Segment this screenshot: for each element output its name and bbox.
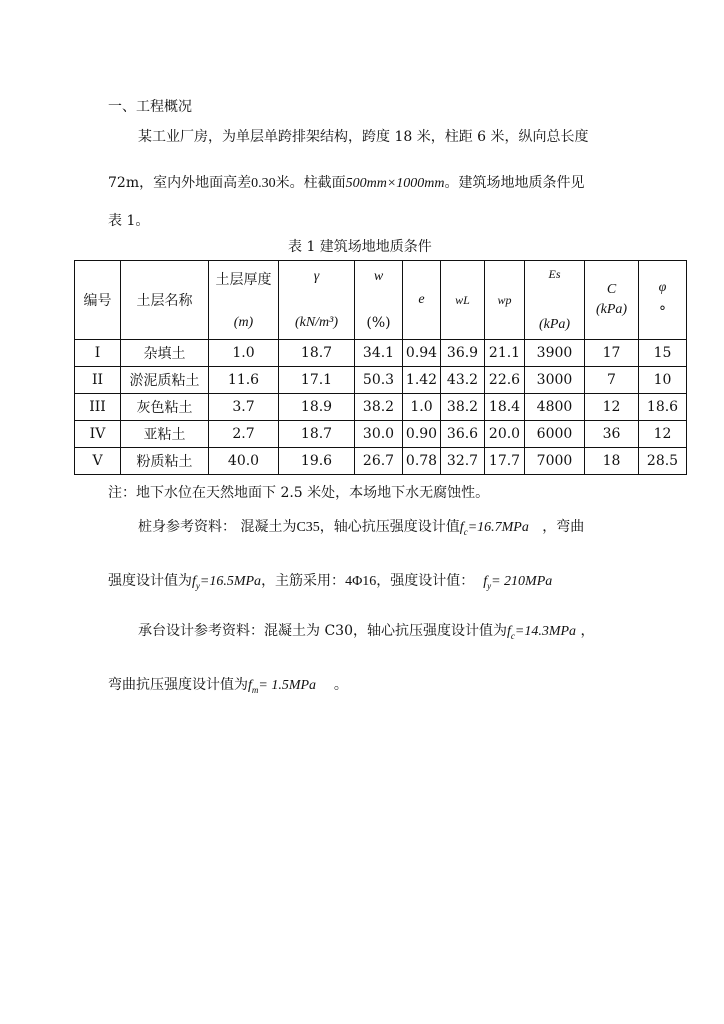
cell-w: 30.0	[355, 421, 403, 448]
cell-name: 粉质粘土	[121, 448, 209, 475]
header-wp: wp	[485, 261, 525, 340]
cell-wp: 18.4	[485, 394, 525, 421]
cap-line-2	[108, 676, 348, 695]
cell-id: V	[75, 448, 121, 475]
pile-fc-symbol: f	[459, 520, 464, 535]
header-es	[525, 261, 585, 340]
cell-phi: 28.5	[639, 448, 687, 475]
cap-text-c: 弯曲抗压强度设计值为	[108, 677, 248, 693]
cap-text-a: 承台设计参考资料：混凝土为 C30，轴心抗压强度设计值为	[138, 623, 507, 639]
cell-es: 3000	[525, 367, 585, 394]
table-row	[75, 394, 687, 421]
header-gamma-symbol: γ	[313, 269, 320, 284]
header-es-symbol: Es	[548, 267, 561, 281]
cell-name: 亚粘土	[121, 421, 209, 448]
header-e: e	[403, 261, 441, 340]
table-header-row	[75, 261, 687, 340]
pile-fy2-symbol: f	[483, 574, 488, 589]
cell-thickness: 2.7	[209, 421, 279, 448]
cell-id: III	[75, 394, 121, 421]
cell-es: 3900	[525, 340, 585, 367]
header-c-unit: (kPa)	[595, 302, 628, 317]
table-row	[75, 448, 687, 475]
cell-gamma: 19.6	[279, 448, 355, 475]
cap-text-d: 。	[333, 677, 348, 693]
header-gamma	[279, 261, 355, 340]
cell-w: 26.7	[355, 448, 403, 475]
cell-wl: 43.2	[441, 367, 485, 394]
section-title: 一、工程概况	[108, 99, 192, 115]
header-c-symbol: C	[606, 282, 617, 297]
pile-fy2-subscript: y	[487, 581, 492, 591]
cell-wp: 17.7	[485, 448, 525, 475]
pile-fc-value: =16.7MPa	[467, 520, 529, 535]
cell-c: 18	[585, 448, 639, 475]
intro-line-3: 表 1。	[108, 213, 150, 229]
cell-id: IV	[75, 421, 121, 448]
cell-wl: 36.9	[441, 340, 485, 367]
header-id: 编号	[75, 261, 121, 340]
cell-w: 50.3	[355, 367, 403, 394]
cell-e: 0.78	[403, 448, 441, 475]
pile-fy-symbol: f	[192, 574, 196, 589]
pile-concrete-grade: C35	[296, 520, 320, 535]
intro-line-2	[108, 174, 584, 193]
header-c	[585, 261, 639, 340]
intro-line-1: 某工业厂房，为单层单跨排架结构，跨度 18 米，柱距 6 米，纵向总长度	[138, 129, 589, 145]
header-w-unit: (%)	[366, 315, 391, 331]
intro-text-e: 。建筑场地地质条件见	[444, 175, 585, 191]
cell-wp: 21.1	[485, 340, 525, 367]
header-wl: wL	[441, 261, 485, 340]
cell-gamma: 18.7	[279, 340, 355, 367]
table-caption: 表 1 建筑场地地质条件	[288, 239, 432, 255]
pile-text-b: ，轴心抗压强度设计值	[319, 519, 460, 535]
pile-text-c: ，弯曲	[542, 519, 585, 535]
cell-e: 0.90	[403, 421, 441, 448]
cell-e: 0.94	[403, 340, 441, 367]
table-note: 注：地下水位在天然地面下 2.5 米处，本场地下水无腐蚀性。	[108, 485, 490, 501]
cell-phi: 10	[639, 367, 687, 394]
pile-rebar: 4Φ16	[345, 574, 377, 589]
pile-fy-value: =16.5MPa	[199, 574, 262, 589]
table-row	[75, 340, 687, 367]
pile-text-d: 强度设计值为	[108, 573, 192, 589]
cell-phi: 18.6	[639, 394, 687, 421]
cell-wp: 22.6	[485, 367, 525, 394]
cell-wl: 32.7	[441, 448, 485, 475]
pile-fy2-value: = 210MPa	[491, 574, 553, 589]
cell-name: 灰色粘土	[121, 394, 209, 421]
pile-text-e: ，主筋采用：	[261, 573, 346, 589]
cell-phi: 15	[639, 340, 687, 367]
header-es-unit: (kPa)	[538, 317, 571, 332]
pile-line-1	[138, 518, 584, 537]
pile-fy-subscript: y	[195, 581, 200, 591]
header-w-symbol: w	[373, 269, 384, 284]
geology-table	[74, 260, 687, 475]
header-name: 土层名称	[121, 261, 209, 340]
intro-text-c: 米。柱截面	[275, 175, 346, 191]
header-phi-symbol: φ	[658, 280, 667, 295]
cell-thickness: 3.7	[209, 394, 279, 421]
cap-fc-subscript: c	[510, 631, 515, 641]
cell-id: I	[75, 340, 121, 367]
header-thickness-label: 土层厚度	[215, 272, 272, 288]
column-section-value: 500mm×1000mm	[345, 176, 445, 191]
cap-fm-subscript: m	[251, 685, 259, 695]
cell-wl: 38.2	[441, 394, 485, 421]
cell-gamma: 18.9	[279, 394, 355, 421]
cell-es: 7000	[525, 448, 585, 475]
cell-w: 34.1	[355, 340, 403, 367]
cell-thickness: 1.0	[209, 340, 279, 367]
cap-fm-symbol: f	[248, 678, 252, 693]
cell-gamma: 17.1	[279, 367, 355, 394]
pile-line-2	[108, 572, 552, 591]
cell-name: 杂填土	[121, 340, 209, 367]
cell-e: 1.0	[403, 394, 441, 421]
cell-wl: 36.6	[441, 421, 485, 448]
cell-c: 12	[585, 394, 639, 421]
cap-line-1	[138, 622, 595, 641]
header-thickness-unit: (m)	[233, 315, 254, 330]
cell-w: 38.2	[355, 394, 403, 421]
cell-id: II	[75, 367, 121, 394]
cell-name: 淤泥质粘土	[121, 367, 209, 394]
cell-gamma: 18.7	[279, 421, 355, 448]
table-row	[75, 421, 687, 448]
cell-c: 7	[585, 367, 639, 394]
cell-phi: 12	[639, 421, 687, 448]
pile-fc-subscript: c	[463, 527, 468, 537]
table-row	[75, 367, 687, 394]
header-w	[355, 261, 403, 340]
cap-fc-value: =14.3MPa	[514, 624, 577, 639]
cap-fm-value: = 1.5MPa	[258, 678, 317, 693]
cell-e: 1.42	[403, 367, 441, 394]
header-phi-unit: °	[659, 304, 666, 320]
header-gamma-unit: (kN/m³)	[294, 315, 339, 330]
header-thickness	[209, 261, 279, 340]
pile-text-f: ，强度设计值：	[376, 573, 475, 589]
cell-thickness: 40.0	[209, 448, 279, 475]
intro-text-a: 72m，室内外地面高差	[108, 175, 252, 191]
cell-c: 17	[585, 340, 639, 367]
pile-text-a: 桩身参考资料： 混凝土为	[138, 519, 297, 535]
cap-text-b: ，	[580, 623, 595, 639]
height-diff-value: 0.30	[251, 176, 276, 191]
cell-c: 36	[585, 421, 639, 448]
cell-es: 6000	[525, 421, 585, 448]
cell-wp: 20.0	[485, 421, 525, 448]
cell-thickness: 11.6	[209, 367, 279, 394]
header-phi	[639, 261, 687, 340]
cell-es: 4800	[525, 394, 585, 421]
cap-fc-symbol: f	[506, 624, 511, 639]
